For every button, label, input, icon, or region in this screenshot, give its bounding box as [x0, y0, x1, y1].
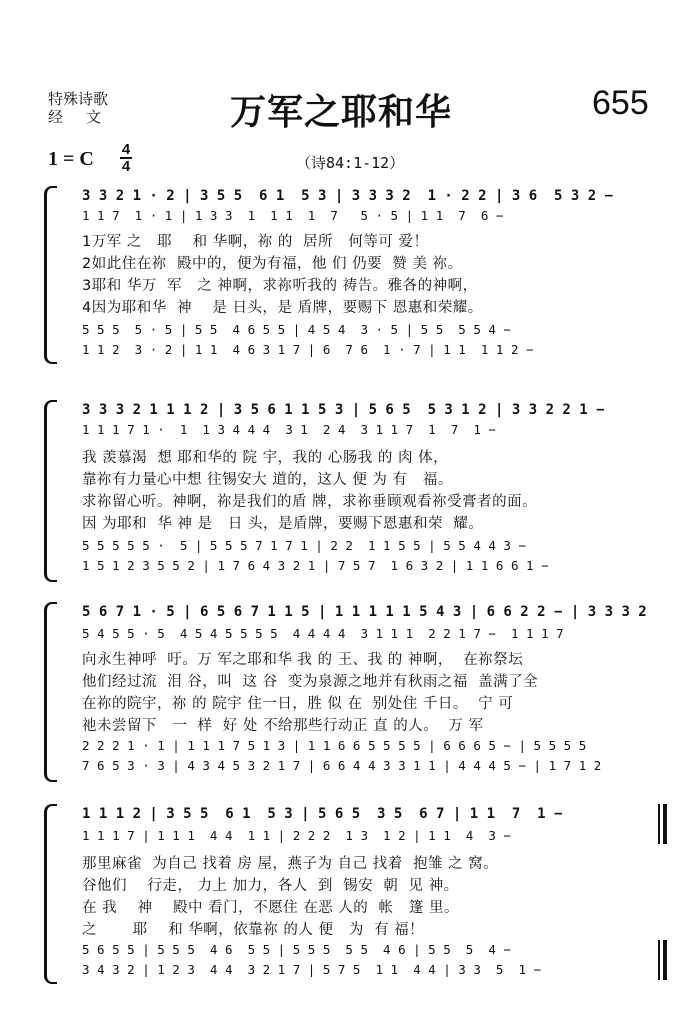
bass-line: 7 6 5 3 · 3 | 4 3 4 5 3 2 1 7 | 6 6 4 4 3 3 1 1 | 4 4 4 5 − | 1 7 1 2 — [82, 758, 602, 773]
lyric-verse-3: 3耶和 华万 军 之 神啊，求祢听我的 祷告。雅各的神啊， — [82, 278, 478, 294]
soprano-line: 1 1 1 2 | 3 5 5 6 1 5 3 | 5 6 5 3 5 6 7 | 1 1 7 1 − — [82, 806, 563, 822]
soprano-line: 5 6 7 1 · 5 | 6 5 6 7 1 1 5 | 1 1 1 1 1 5 4 3 | 6 6 2 2 − | 3 3 3 2 — [82, 604, 647, 620]
alto-line: 1 1 1 7 | 1 1 1 4 4 1 1 | 2 2 2 1 3 1 2 | 1 1 4 3 − — [82, 828, 511, 843]
lyric-verse-1: 那里麻雀 为自己 找着 房 屋，燕子为 自己 找着 抱雏 之 窝。 — [82, 856, 499, 872]
hymn-number: 655 — [592, 84, 649, 122]
lyric-verse-2: 他们经过流 泪 谷，叫 这 谷 变为泉源之地并有秋雨之福 盖满了全 — [82, 674, 539, 690]
system-bracket — [44, 400, 57, 582]
lyric-verse-3: 在 我 神 殿中 看门，不愿住 在恶 人的 帐 篷 里。 — [82, 900, 459, 916]
bass-line: 1 1 2 3 · 2 | 1 1 4 6 3 1 7 | 6 7 6 1 · 7 | 1 1 1 1 2 − — [82, 342, 534, 357]
music-system-3 — [44, 602, 659, 782]
final-barline — [658, 940, 660, 980]
lyric-verse-3: 在祢的院宇，祢 的 院宇 住一日，胜 似 在 别处住 千日。 宁 可 — [82, 696, 514, 712]
final-barline-thick — [663, 940, 667, 980]
soprano-line: 3 3 3 2 1 1 1 2 | 3 5 6 1 1 5 3 | 5 6 5 5 3 1 2 | 3 3 2 2 1 − — [82, 402, 605, 418]
tenor-line: 5 5 5 5 5 · 5 | 5 5 5 7 1 7 1 | 2 2 1 1 5 5 | 5 5 4 4 3 − — [82, 538, 527, 553]
category-label: 特殊诗歌 — [48, 90, 109, 108]
final-barline-thick — [663, 804, 667, 844]
system-bracket — [44, 804, 57, 984]
lyric-verse-1: 我 羡慕渴 想 耶和华的 院 宇，我的 心肠我 的 肉 体， — [82, 450, 449, 466]
bass-line: 1 5 1 2 3 5 5 2 | 1 7 6 4 3 2 1 | 7 5 7 1 6 3 2 | 1 1 6 6 1 − — [82, 558, 549, 573]
music-system-1 — [44, 186, 659, 364]
lyric-verse-2: 谷他们 行走， 力上 加力，各人 到 锡安 朝 见 神。 — [82, 878, 459, 894]
alto-line: 1 1 1 7 1 · 1 1 3 4 4 4 3 1 2 4 3 1 1 7 1 7 1 − — [82, 422, 496, 437]
time-signature-bottom: 4 — [121, 158, 131, 175]
lyric-verse-2: 2如此住在祢 殿中的，便为有福，他 们 仍要 赞 美 祢。 — [82, 256, 463, 272]
time-signature — [120, 142, 132, 174]
tenor-line: 5 5 5 5 · 5 | 5 5 4 6 5 5 | 4 5 4 3 · 5 | 5 5 5 5 4 − — [82, 322, 511, 337]
system-bracket — [44, 186, 57, 364]
alto-line: 1 1 7 1 · 1 | 1 3 3 1 1 1 1 7 5 · 5 | 1 1 7 6 − — [82, 208, 504, 223]
soprano-line: 3 3 2 1 · 2 | 3 5 5 6 1 5 3 | 3 3 3 2 1 · 2 2 | 3 6 5 3 2 − — [82, 188, 614, 204]
lyric-verse-4: 4因为耶和华 神 是 日头，是 盾牌，要赐下 恩惠和荣耀。 — [82, 300, 483, 316]
tenor-line: 5 6 5 5 | 5 5 5 4 6 5 5 | 5 5 5 5 5 4 6 | 5 5 5 4 − — [82, 942, 511, 957]
time-signature-top: 4 — [121, 141, 131, 158]
music-system-2 — [44, 400, 659, 582]
lyric-verse-4: 之 耶 和 华啊，依靠祢 的人 便 为 有 福！ — [82, 922, 425, 938]
music-system-4 — [44, 804, 659, 984]
lyric-verse-4: 祂未尝留下 一 样 好 处 不给那些行动正 直 的人。 万 军 — [82, 718, 484, 734]
key-signature: 1 = C — [48, 148, 94, 170]
lyric-verse-1: 1万军 之 耶 和 华啊，祢 的 居所 何等可 爱！ — [82, 234, 429, 250]
lyric-verse-1: 向永生神呼 吁。万 军之耶和华 我 的 王、我 的 神啊， 在祢祭坛 — [82, 652, 524, 668]
alto-line: 5 4 5 5 · 5 4 5 4 5 5 5 5 4 4 4 4 3 1 1 1 2 2 1 7 − 1 1 1 7 — [82, 626, 564, 641]
final-barline — [658, 804, 660, 844]
lyric-verse-3: 求祢留心听。神啊，祢是我们的盾 牌，求祢垂顾观看祢受膏者的面。 — [82, 494, 538, 510]
lyric-verse-2: 靠祢有力量心中想 往锡安大 道的，这人 便 为 有 福。 — [82, 472, 453, 488]
system-bracket — [44, 602, 57, 782]
scripture-reference: （诗84:1-12） — [296, 154, 405, 172]
bass-line: 3 4 3 2 | 1 2 3 4 4 3 2 1 7 | 5 7 5 1 1 4 4 | 3 3 5 1 − — [82, 962, 542, 977]
tenor-line: 2 2 2 1 · 1 | 1 1 1 7 5 1 3 | 1 1 6 6 5 5 5 5 | 6 6 6 5 − | 5 5 5 5 — [82, 738, 587, 753]
hymn-title: 万军之耶和华 — [230, 91, 453, 133]
lyric-verse-4: 因 为耶和 华 神 是 日 头，是盾牌，要赐下恩惠和荣 耀。 — [82, 516, 484, 532]
category-sublabel: 经 文 — [48, 108, 106, 126]
